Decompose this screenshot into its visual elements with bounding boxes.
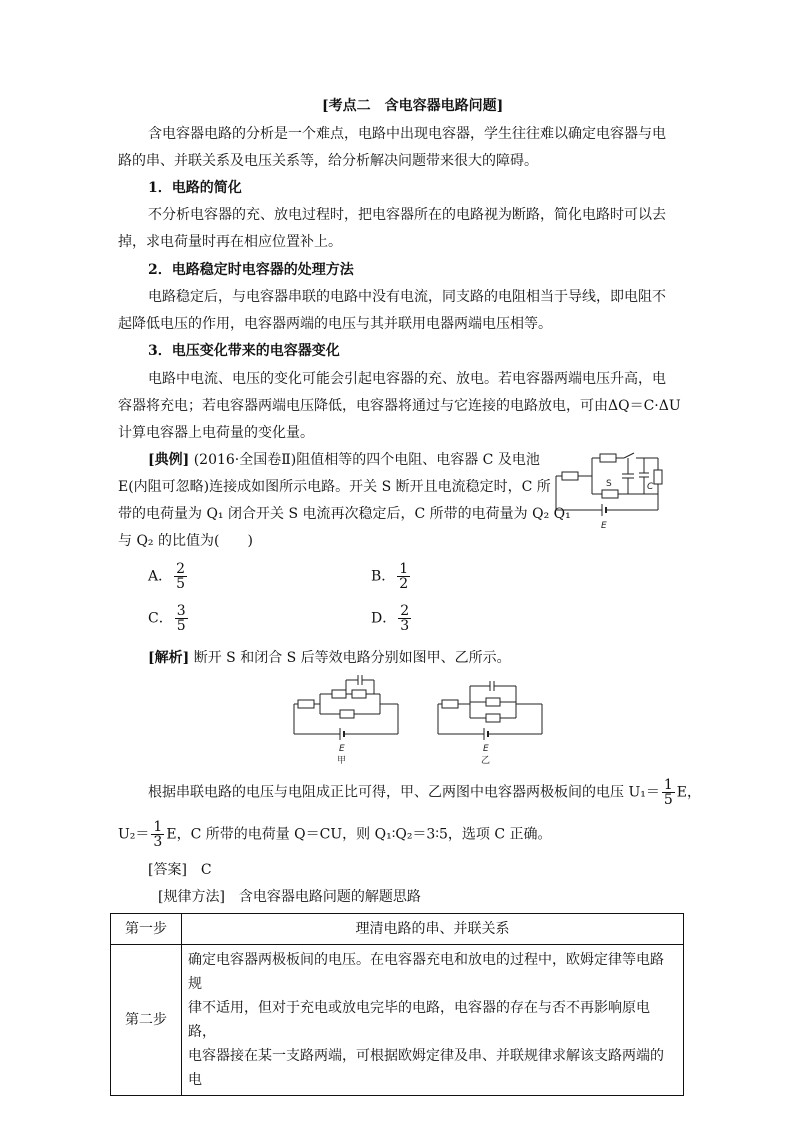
- para-2-line-1: 电路稳定后，与电容器串联的电路中没有电流，同支路的电阻相当于导线，即电阻不: [148, 289, 666, 305]
- fig-a-battery-label: E: [339, 744, 345, 754]
- para-3-line-2: 容器将充电；若电容器两端电压降低，电容器将通过与它连接的电路放电，可由ΔQ＝C·ΔU: [118, 398, 681, 414]
- solution-line-2-text: E，C 所带的电荷量 Q＝CU，则 Q₁∶Q₂＝3∶5，选项 C 正确。: [166, 826, 552, 843]
- u2-den: 3: [153, 834, 163, 850]
- step-content: [182, 914, 684, 945]
- u2-num: 1: [153, 819, 163, 835]
- fig-a-resistor-4: [340, 710, 354, 718]
- option-c[interactable]: [148, 604, 190, 633]
- step-content: [182, 945, 684, 1096]
- para-2-line-2: 起降低电压的作用，电容器两端的电压与其并联用电器两端电压相等。: [118, 316, 552, 332]
- option-d-den: 3: [400, 618, 410, 634]
- step-label: 第二步: [111, 945, 182, 1096]
- heading-1: 1．电路的简化: [148, 180, 242, 196]
- fig-b-caption: 乙: [481, 756, 491, 766]
- option-a-fraction: [174, 562, 187, 591]
- example-circuit-diagram: [552, 448, 682, 530]
- option-b[interactable]: [371, 562, 412, 591]
- option-d-num: 2: [400, 603, 410, 619]
- example-source: (2016·全国卷Ⅱ): [193, 452, 297, 468]
- heading-2: 2．电路稳定时电容器的处理方法: [148, 262, 354, 278]
- option-b-fraction: [397, 562, 410, 591]
- table-row: [111, 914, 684, 945]
- option-a[interactable]: [148, 562, 189, 591]
- method-title: [规律方法] 含电容器电路问题的解题思路: [158, 889, 421, 905]
- fig-a-caption: 甲: [337, 756, 347, 766]
- step-label: 第一步: [111, 914, 182, 945]
- option-d-letter: D．: [371, 610, 397, 627]
- example-line-3: 带的电荷量为 Q₁ 闭合开关 S 电流再次稳定后，C 所带的电荷量为 Q₂ Q₁: [118, 506, 571, 522]
- table-row: [111, 945, 684, 1096]
- solution-line-2: [118, 820, 552, 849]
- u1-fraction: [662, 778, 675, 807]
- u1-num: 1: [663, 777, 673, 793]
- switch-label: S: [606, 479, 612, 489]
- capacitor-label: C: [647, 482, 654, 492]
- section-title: [考点二 含电容器电路问题]: [322, 98, 504, 114]
- resistor-3: [602, 490, 618, 498]
- example-tag: [典例]: [148, 452, 190, 468]
- option-c-fraction: [175, 604, 188, 633]
- intro-line-1: 含电容器电路的分析是一个难点，电路中出现电容器，学生往往难以确定电容器与电: [148, 126, 666, 142]
- option-d[interactable]: [371, 604, 413, 633]
- answer: [答案] C: [148, 862, 212, 878]
- battery-label: E: [601, 521, 607, 530]
- option-a-num: 2: [176, 561, 186, 577]
- equivalent-circuit-b: [434, 672, 546, 766]
- intro-line-2: 路的串、并联关系及电压关系等，给分析解决问题带来很大的障碍。: [118, 153, 538, 169]
- heading-3: 3．电压变化带来的电容器变化: [148, 343, 340, 359]
- fig-b-battery-label: E: [483, 744, 489, 754]
- step-2-line-1: 确定电容器两极板间的电压。在电容器充电和放电的过程中，欧姆定律等电路规: [188, 952, 664, 992]
- option-c-letter: C．: [148, 610, 173, 627]
- step-1-line: 理清电路的串、并联关系: [355, 921, 510, 937]
- example-text-1: 阻值相等的四个电阻、电容器 C 及电池: [296, 452, 540, 468]
- method-table: [110, 913, 684, 1096]
- solution-tag: [解析]: [148, 650, 190, 666]
- solution-line-1-text: 根据串联电路的电压与电阻成正比可得，甲、乙两图中电容器两极板间的电压 U₁＝: [148, 784, 660, 801]
- step-2-line-2: 律不适用，但对于充电或放电完毕的电路，电容器的存在与否不再影响原电路，: [188, 1000, 650, 1040]
- para-3-line-1: 电路中电流、电压的变化可能会引起电容器的充、放电。若电容器两端电压升高，电: [148, 371, 666, 387]
- solution-text: 断开 S 和闭合 S 后等效电路分别如图甲、乙所示。: [193, 650, 511, 666]
- para-1-line-2: 掉，求电荷量时再在相应位置补上。: [118, 234, 342, 250]
- equivalent-circuit-a: [290, 672, 402, 766]
- resistor-2: [600, 454, 616, 462]
- example-line-2: E(内阻可忽略)连接成如图所示电路。开关 S 断开且电流稳定时，C 所: [118, 479, 551, 495]
- fig-b-resistor-3: [486, 714, 500, 722]
- u1-den: 5: [663, 792, 673, 808]
- fig-a-resistor-3: [352, 690, 366, 698]
- u2-fraction: [151, 820, 164, 849]
- fig-a-resistor-1: [298, 700, 314, 708]
- fig-b-resistor-1: [442, 700, 458, 708]
- switch-s: [624, 453, 634, 458]
- resistor-4: [654, 470, 662, 484]
- solution-line: [148, 648, 511, 668]
- u1-tail: E，: [676, 784, 702, 801]
- resistor-1: [562, 472, 578, 480]
- option-c-num: 3: [176, 603, 186, 619]
- fig-b-resistor-2: [486, 698, 500, 706]
- solution-line-1: [148, 778, 701, 807]
- option-b-den: 2: [399, 576, 409, 592]
- example-line-4: 与 Q₂ 的比值为( ): [118, 533, 253, 549]
- option-c-den: 5: [176, 618, 186, 634]
- para-1-line-1: 不分析电容器的充、放电过程时，把电容器所在的电路视为断路，简化电路时可以去: [148, 207, 666, 223]
- option-b-num: 1: [399, 561, 409, 577]
- fig-a-resistor-2: [332, 690, 346, 698]
- para-3-line-3: 计算电容器上电荷量的变化量。: [118, 425, 314, 441]
- option-a-den: 5: [176, 576, 186, 592]
- step-2-line-3: 电容器接在某一支路两端，可根据欧姆定律及串、并联规律求解该支路两端的电: [188, 1048, 664, 1088]
- u2-lead: U₂＝: [118, 826, 150, 843]
- option-a-letter: A．: [148, 568, 173, 585]
- option-b-letter: B．: [371, 568, 396, 585]
- example-line-1: [148, 450, 540, 470]
- option-d-fraction: [398, 604, 411, 633]
